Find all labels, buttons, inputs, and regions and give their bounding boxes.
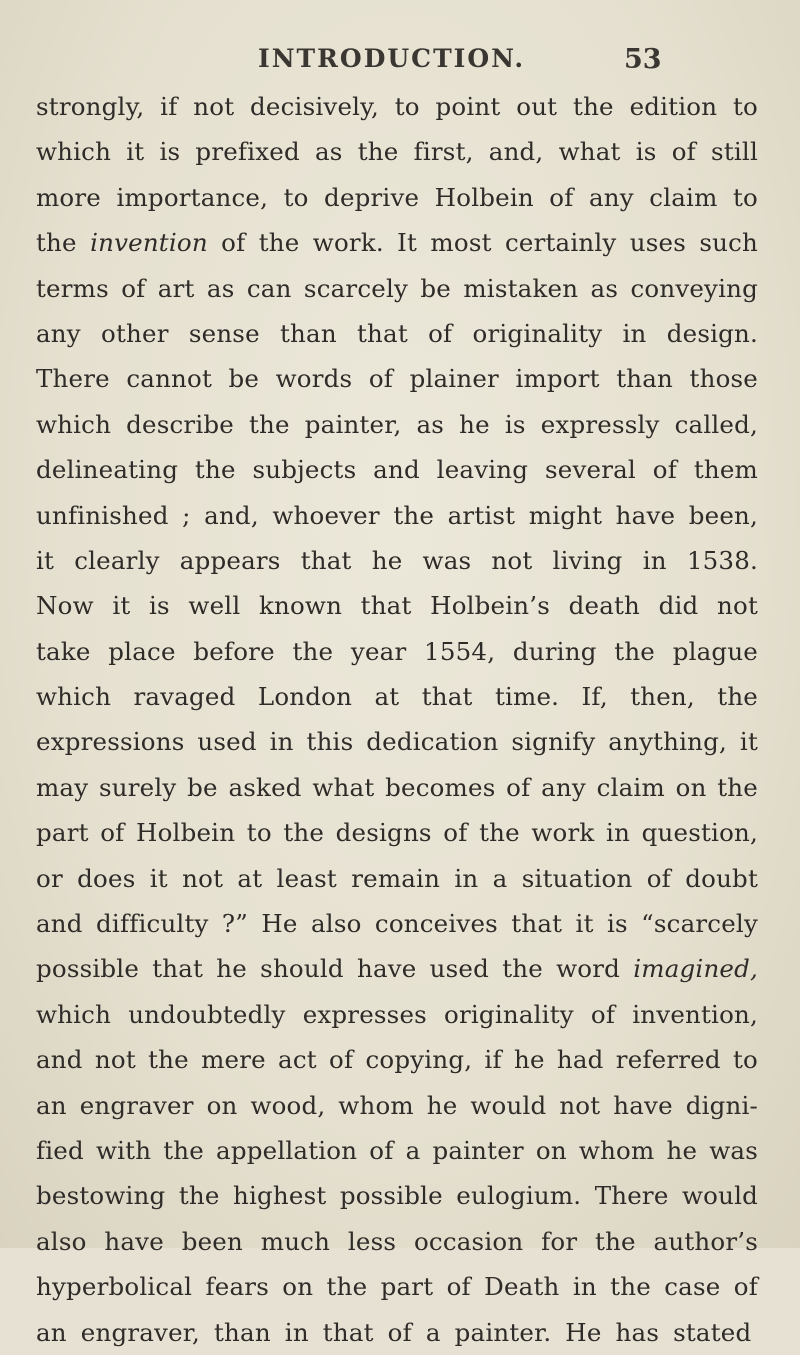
text-line: it clearly appears that he was not living in 1538. — [36, 545, 758, 575]
text-fragment: the — [36, 228, 77, 258]
body-text — [36, 84, 758, 1355]
italic-word: invention — [90, 228, 208, 258]
text-line: and not the mere act of copying, if he had referred to — [36, 1045, 758, 1075]
text-line — [36, 220, 758, 265]
text-line: hyperbolical fears on the part of Death in the case of — [36, 1272, 758, 1302]
text-line: which describe the painter, as he is expressly called, — [36, 409, 758, 439]
text-line — [36, 946, 758, 991]
text-fragment: possible that he should have used the word — [36, 954, 621, 984]
page-number: 53 — [624, 44, 662, 75]
text-line: take place before the year 1554, during the plague — [36, 636, 758, 666]
text-line: strongly, if not decisively, to point out the edition to — [36, 92, 758, 121]
text-line: which ravaged London at that time. If, then, the — [36, 682, 758, 712]
text-line: There cannot be words of plainer import than those — [36, 364, 758, 394]
text-line: unfinished ; and, whoever the artist might have been, — [36, 500, 758, 530]
text-line: any other sense than that of originality in design. — [36, 318, 758, 348]
text-line: also have been much less occasion for the author’s — [36, 1226, 758, 1256]
text-line: delineating the subjects and leaving several of them — [36, 455, 758, 485]
text-fragment: of the work. It most certainly uses such — [221, 228, 758, 258]
running-head-title: INTRODUCTION. — [258, 44, 526, 73]
text-line: part of Holbein to the designs of the work in question, — [36, 818, 758, 848]
text-line: which it is prefixed as the first, and, what is of still — [36, 137, 758, 167]
text-line: may surely be asked what becomes of any claim on the — [36, 772, 758, 802]
text-line: or does it not at least remain in a situation of doubt — [36, 863, 758, 893]
text-line: an engraver, than in that of a painter. He has stated — [36, 1317, 752, 1347]
text-line: which undoubtedly expresses originality of invention, — [36, 999, 758, 1029]
text-line: more importance, to deprive Holbein of any claim to — [36, 182, 758, 212]
text-line: fied with the appellation of a painter on whom he was — [36, 1135, 758, 1165]
text-line: an engraver on wood, whom he would not have digni- — [36, 1090, 758, 1120]
text-line: expressions used in this dedication signify anything, it — [36, 727, 758, 757]
text-line: terms of art as can scarcely be mistaken as conveying — [36, 273, 758, 303]
text-line: bestowing the highest possible eulogium. There would — [36, 1181, 758, 1211]
running-header — [0, 44, 800, 84]
text-line: Now it is well known that Holbein’s death did not — [36, 591, 758, 621]
italic-word: imagined, — [633, 954, 758, 984]
text-line: and difficulty ?” He also conceives that it is “scarcely — [36, 909, 758, 939]
